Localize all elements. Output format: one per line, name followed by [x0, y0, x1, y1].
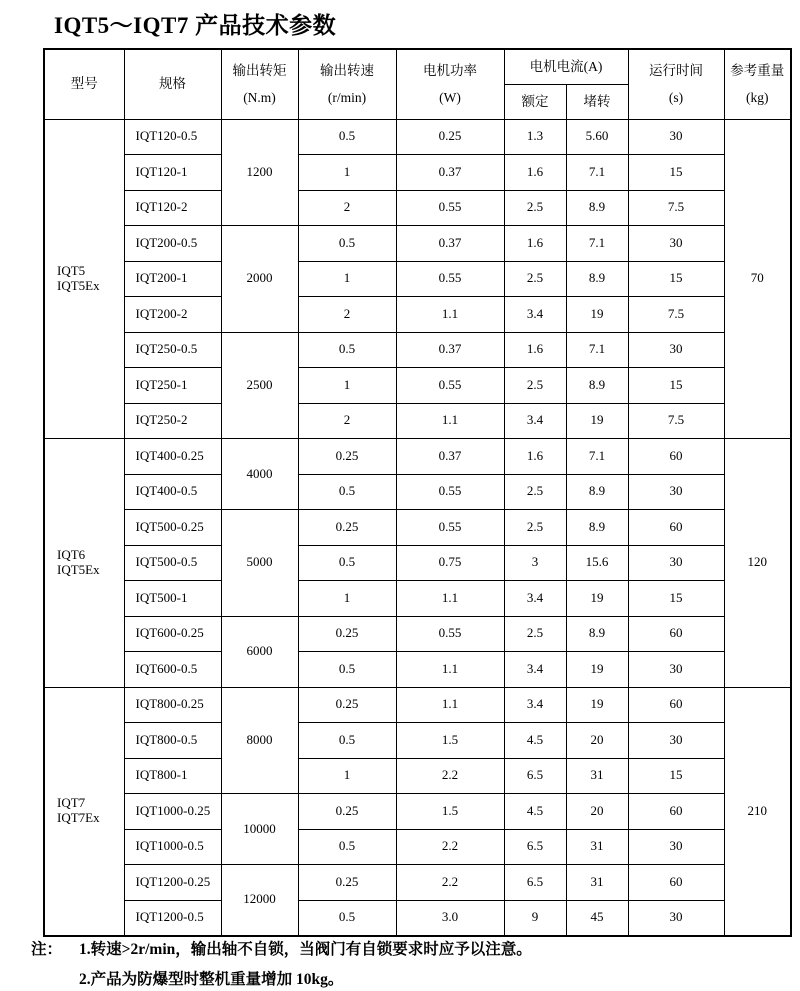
- cell-speed: 1: [298, 155, 396, 191]
- cell-power: 1.1: [396, 403, 504, 439]
- cell-current-stall: 7.1: [566, 439, 628, 475]
- cell-power: 0.55: [396, 190, 504, 226]
- cell-runtime: 7.5: [628, 190, 724, 226]
- cell-current-rated: 3.4: [504, 652, 566, 688]
- cell-current-stall: 7.1: [566, 155, 628, 191]
- header-power-unit: (W): [439, 90, 461, 106]
- cell-current-rated: 3.4: [504, 581, 566, 617]
- cell-power: 0.75: [396, 545, 504, 581]
- cell-current-rated: 1.6: [504, 439, 566, 475]
- model-line: IQT5: [57, 262, 86, 278]
- cell-current-rated: 3.4: [504, 687, 566, 723]
- cell-current-rated: 4.5: [504, 723, 566, 759]
- header-torque-label: 输出转矩: [232, 62, 287, 78]
- header-runtime: [628, 49, 724, 119]
- cell-current-rated: 2.5: [504, 368, 566, 404]
- cell-spec: IQT1000-0.5: [124, 829, 221, 865]
- table-row: [44, 510, 791, 546]
- cell-speed: 0.5: [298, 226, 396, 262]
- table-row: [44, 829, 791, 865]
- cell-torque: 12000: [221, 865, 298, 936]
- cell-runtime: 30: [628, 545, 724, 581]
- cell-speed: 0.25: [298, 510, 396, 546]
- header-spec: [124, 49, 221, 119]
- cell-power: 2.2: [396, 829, 504, 865]
- cell-current-stall: 8.9: [566, 474, 628, 510]
- cell-speed: 1: [298, 581, 396, 617]
- table-row: [44, 687, 791, 723]
- cell-runtime: 30: [628, 652, 724, 688]
- cell-current-rated: 2.5: [504, 510, 566, 546]
- header-torque: [221, 49, 298, 119]
- cell-power: 2.2: [396, 758, 504, 794]
- model-line: IQT5Ex: [57, 277, 100, 293]
- header-speed: [298, 49, 396, 119]
- cell-current-rated: 2.5: [504, 616, 566, 652]
- cell-runtime: 15: [628, 758, 724, 794]
- cell-runtime: 30: [628, 332, 724, 368]
- cell-torque: 4000: [221, 439, 298, 510]
- cell-runtime: 30: [628, 900, 724, 936]
- cell-torque: 10000: [221, 794, 298, 865]
- cell-current-stall: 8.9: [566, 510, 628, 546]
- table-row: [44, 545, 791, 581]
- cell-current-stall: 19: [566, 687, 628, 723]
- cell-power: 2.2: [396, 865, 504, 901]
- table-row: [44, 865, 791, 901]
- cell-spec: IQT500-0.5: [124, 545, 221, 581]
- cell-spec: IQT250-1: [124, 368, 221, 404]
- table-row: [44, 581, 791, 617]
- table-row: [44, 368, 791, 404]
- cell-current-rated: 1.6: [504, 155, 566, 191]
- cell-spec: IQT200-1: [124, 261, 221, 297]
- cell-power: 0.55: [396, 474, 504, 510]
- cell-weight: 120: [724, 439, 791, 688]
- cell-power: 0.37: [396, 439, 504, 475]
- cell-runtime: 7.5: [628, 297, 724, 333]
- cell-current-stall: 5.60: [566, 119, 628, 155]
- header-model-label: 型号: [70, 76, 98, 92]
- cell-runtime: 60: [628, 865, 724, 901]
- cell-spec: IQT400-0.5: [124, 474, 221, 510]
- cell-runtime: 30: [628, 226, 724, 262]
- cell-power: 0.55: [396, 510, 504, 546]
- cell-spec: IQT600-0.25: [124, 616, 221, 652]
- cell-spec: IQT800-1: [124, 758, 221, 794]
- cell-current-rated: 2.5: [504, 474, 566, 510]
- header-model: [44, 49, 124, 119]
- cell-speed: 2: [298, 403, 396, 439]
- cell-power: 0.25: [396, 119, 504, 155]
- table-row: [44, 261, 791, 297]
- cell-power: 1.1: [396, 687, 504, 723]
- cell-current-stall: 7.1: [566, 332, 628, 368]
- cell-model: [44, 439, 124, 688]
- cell-torque: 8000: [221, 687, 298, 794]
- spec-table-header: [44, 49, 791, 119]
- table-row: [44, 900, 791, 936]
- table-row: [44, 652, 791, 688]
- cell-runtime: 60: [628, 687, 724, 723]
- cell-power: 0.55: [396, 616, 504, 652]
- cell-torque: 2000: [221, 226, 298, 333]
- cell-current-stall: 7.1: [566, 226, 628, 262]
- cell-runtime: 60: [628, 616, 724, 652]
- cell-speed: 0.5: [298, 332, 396, 368]
- table-row: [44, 794, 791, 830]
- table-row: [44, 439, 791, 475]
- cell-current-rated: 1.6: [504, 332, 566, 368]
- cell-spec: IQT600-0.5: [124, 652, 221, 688]
- cell-power: 1.1: [396, 581, 504, 617]
- cell-runtime: 30: [628, 119, 724, 155]
- header-weight-unit: (kg): [746, 90, 769, 106]
- table-row: [44, 155, 791, 191]
- cell-current-rated: 3.4: [504, 297, 566, 333]
- cell-power: 1.1: [396, 652, 504, 688]
- cell-runtime: 15: [628, 581, 724, 617]
- cell-current-stall: 31: [566, 865, 628, 901]
- cell-speed: 0.5: [298, 652, 396, 688]
- cell-speed: 0.5: [298, 474, 396, 510]
- cell-current-stall: 8.9: [566, 261, 628, 297]
- table-row: [44, 332, 791, 368]
- cell-spec: IQT250-0.5: [124, 332, 221, 368]
- note-line-2: 2.产品为防爆型时整机重量增加 10kg。: [79, 971, 344, 988]
- cell-runtime: 15: [628, 155, 724, 191]
- model-line: IQT5Ex: [57, 561, 100, 577]
- cell-model: [44, 687, 124, 936]
- cell-spec: IQT500-1: [124, 581, 221, 617]
- cell-spec: IQT120-2: [124, 190, 221, 226]
- cell-runtime: 60: [628, 439, 724, 475]
- header-current: 电机电流(A): [504, 49, 628, 84]
- cell-speed: 2: [298, 190, 396, 226]
- cell-spec: IQT800-0.25: [124, 687, 221, 723]
- cell-current-rated: 4.5: [504, 794, 566, 830]
- header-current-rated: 额定: [504, 84, 566, 119]
- spec-table-body: [44, 119, 791, 936]
- cell-power: 0.37: [396, 332, 504, 368]
- header-power-label: 电机功率: [423, 62, 477, 78]
- cell-speed: 0.25: [298, 865, 396, 901]
- cell-speed: 0.25: [298, 794, 396, 830]
- cell-speed: 0.25: [298, 616, 396, 652]
- cell-speed: 0.25: [298, 439, 396, 475]
- cell-current-rated: 1.6: [504, 226, 566, 262]
- table-row: [44, 723, 791, 759]
- cell-spec: IQT250-2: [124, 403, 221, 439]
- header-current-stall: 堵转: [566, 84, 628, 119]
- cell-spec: IQT500-0.25: [124, 510, 221, 546]
- cell-current-stall: 31: [566, 758, 628, 794]
- cell-runtime: 60: [628, 794, 724, 830]
- table-row: [44, 758, 791, 794]
- header-weight: [724, 49, 791, 119]
- cell-speed: 0.5: [298, 900, 396, 936]
- cell-power: 1.5: [396, 794, 504, 830]
- cell-current-stall: 8.9: [566, 368, 628, 404]
- cell-current-rated: 6.5: [504, 758, 566, 794]
- cell-weight: 210: [724, 687, 791, 936]
- cell-runtime: 15: [628, 261, 724, 297]
- cell-speed: 0.5: [298, 723, 396, 759]
- cell-current-rated: 3.4: [504, 403, 566, 439]
- cell-power: 0.37: [396, 226, 504, 262]
- header-torque-unit: (N.m): [243, 90, 276, 106]
- cell-current-stall: 19: [566, 652, 628, 688]
- cell-torque: 6000: [221, 616, 298, 687]
- cell-power: 0.37: [396, 155, 504, 191]
- cell-current-stall: 15.6: [566, 545, 628, 581]
- spec-table: [43, 48, 792, 937]
- cell-power: 0.55: [396, 261, 504, 297]
- cell-current-stall: 45: [566, 900, 628, 936]
- cell-torque: 1200: [221, 119, 298, 226]
- notes-items: [79, 940, 532, 989]
- cell-torque: 5000: [221, 510, 298, 617]
- cell-speed: 0.5: [298, 829, 396, 865]
- cell-power: 3.0: [396, 900, 504, 936]
- cell-spec: IQT1000-0.25: [124, 794, 221, 830]
- cell-speed: 0.5: [298, 119, 396, 155]
- cell-spec: IQT400-0.25: [124, 439, 221, 475]
- header-speed-label: 输出转速: [320, 62, 374, 78]
- cell-current-rated: 6.5: [504, 865, 566, 901]
- header-runtime-unit: (s): [668, 90, 684, 106]
- cell-spec: IQT1200-0.25: [124, 865, 221, 901]
- header-power: [396, 49, 504, 119]
- cell-spec: IQT120-1: [124, 155, 221, 191]
- cell-power: 0.55: [396, 368, 504, 404]
- cell-spec: IQT800-0.5: [124, 723, 221, 759]
- cell-current-stall: 20: [566, 723, 628, 759]
- header-spec-label: 规格: [159, 76, 186, 92]
- notes-label: 注：: [31, 941, 63, 958]
- table-row: [44, 616, 791, 652]
- cell-runtime: 30: [628, 829, 724, 865]
- cell-current-rated: 9: [504, 900, 566, 936]
- cell-current-rated: 1.3: [504, 119, 566, 155]
- table-row: [44, 226, 791, 262]
- header-weight-label: 参考重量: [730, 62, 785, 78]
- cell-spec: IQT200-0.5: [124, 226, 221, 262]
- cell-runtime: 15: [628, 368, 724, 404]
- cell-current-rated: 6.5: [504, 829, 566, 865]
- model-line: IQT6: [57, 546, 86, 562]
- header-runtime-label: 运行时间: [649, 62, 703, 78]
- cell-speed: 1: [298, 261, 396, 297]
- page-title: IQT5～IQT7 产品技术参数: [54, 13, 337, 38]
- model-line: IQT7: [57, 795, 86, 811]
- cell-torque: 2500: [221, 332, 298, 439]
- notes: [31, 940, 532, 989]
- cell-current-stall: 8.9: [566, 616, 628, 652]
- cell-spec: IQT200-2: [124, 297, 221, 333]
- note-line-1: 1.转速>2r/min，输出轴不自锁，当阀门有自锁要求时应予以注意。: [79, 941, 532, 958]
- table-row: [44, 403, 791, 439]
- cell-current-rated: 3: [504, 545, 566, 581]
- cell-runtime: 60: [628, 510, 724, 546]
- cell-speed: 0.25: [298, 687, 396, 723]
- cell-speed: 0.5: [298, 545, 396, 581]
- cell-current-stall: 19: [566, 403, 628, 439]
- cell-speed: 2: [298, 297, 396, 333]
- table-row: [44, 297, 791, 333]
- table-row: [44, 119, 791, 155]
- table-row: [44, 190, 791, 226]
- cell-current-stall: 31: [566, 829, 628, 865]
- cell-speed: 1: [298, 368, 396, 404]
- cell-current-stall: 19: [566, 581, 628, 617]
- cell-runtime: 7.5: [628, 403, 724, 439]
- cell-weight: 70: [724, 119, 791, 439]
- cell-current-stall: 20: [566, 794, 628, 830]
- cell-spec: IQT1200-0.5: [124, 900, 221, 936]
- cell-power: 1.1: [396, 297, 504, 333]
- cell-model: [44, 119, 124, 439]
- model-line: IQT7Ex: [57, 810, 100, 825]
- cell-current-stall: 19: [566, 297, 628, 333]
- table-row: [44, 474, 791, 510]
- cell-current-rated: 2.5: [504, 261, 566, 297]
- cell-current-rated: 2.5: [504, 190, 566, 226]
- header-row-1: [44, 49, 791, 84]
- cell-runtime: 30: [628, 723, 724, 759]
- cell-runtime: 30: [628, 474, 724, 510]
- cell-speed: 1: [298, 758, 396, 794]
- header-speed-unit: (r/min): [327, 90, 367, 106]
- cell-power: 1.5: [396, 723, 504, 759]
- cell-spec: IQT120-0.5: [124, 119, 221, 155]
- cell-current-stall: 8.9: [566, 190, 628, 226]
